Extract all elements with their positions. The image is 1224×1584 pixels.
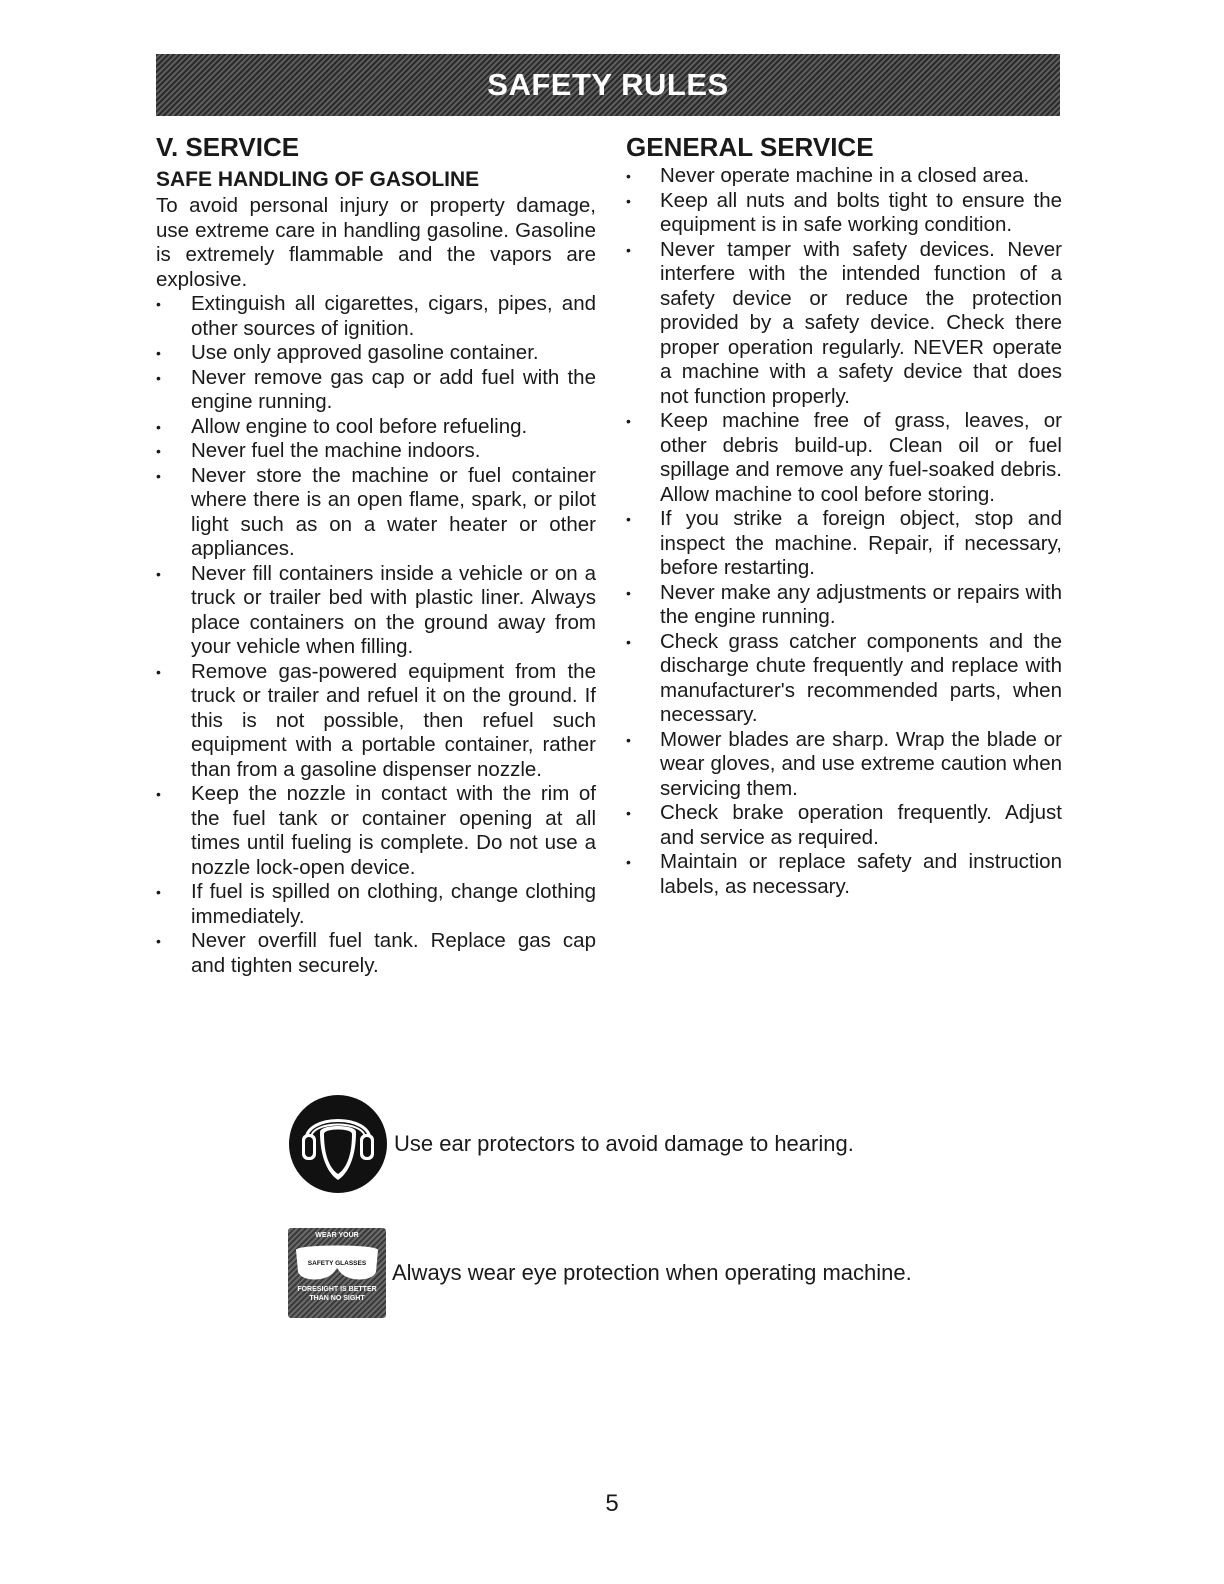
page-number: 5: [605, 1490, 619, 1517]
list-item: • Mower blades are sharp. Wrap the blade or wear gloves, and use extreme caution when servicing them.: [626, 728, 1062, 802]
gasoline-rules-list: [156, 292, 596, 978]
list-item: • Allow engine to cool before refueling.: [156, 415, 596, 440]
list-item: • Keep all nuts and bolts tight to ensure the equipment is in safe working condition.: [626, 189, 1062, 238]
ear-protector-icon: [288, 1094, 388, 1194]
section-heading: GENERAL SERVICE: [626, 132, 874, 162]
ear-notice-text: Use ear protectors to avoid damage to hearing.: [394, 1131, 854, 1156]
safety-glasses-icon: [288, 1228, 386, 1318]
general-service-column: [626, 130, 1062, 899]
list-item: • Never make any adjustments or repairs with the engine running.: [626, 581, 1062, 630]
badge-bottom-text-2: THAN NO SIGHT: [309, 1295, 365, 1302]
eye-notice-text: Always wear eye protection when operating machine.: [392, 1260, 912, 1285]
list-item: • Never fill containers inside a vehicle or on a truck or trailer bed with plastic liner. Always place containers on the ground away from your vehicle when filling.: [156, 562, 596, 660]
list-item: • Maintain or replace safety and instruction labels, as necessary.: [626, 850, 1062, 899]
list-item: • Never remove gas cap or add fuel with the engine running.: [156, 366, 596, 415]
eye-protection-notice: [288, 1228, 912, 1318]
general-service-list: [626, 164, 1062, 899]
list-item: • Extinguish all cigarettes, cigars, pipes, and other sources of ignition.: [156, 292, 596, 341]
list-item: • Use only approved gasoline container.: [156, 341, 596, 366]
list-item: • Remove gas-powered equipment from the truck or trailer and refuel it on the ground. If this is not possible, then refuel such equipment with a portable container, rather than from a gasoline dispenser nozzle.: [156, 660, 596, 783]
list-item: • If you strike a foreign object, stop and inspect the machine. Repair, if necessary, before restarting.: [626, 507, 1062, 581]
list-item: • If fuel is spilled on clothing, change clothing immediately.: [156, 880, 596, 929]
title-banner: [156, 54, 1060, 116]
list-item: • Never operate machine in a closed area.: [626, 164, 1062, 189]
badge-top-text: WEAR YOUR: [315, 1232, 359, 1239]
ear-protection-notice: [288, 1094, 854, 1194]
list-item: • Keep the nozzle in contact with the rim of the fuel tank or container opening at all times until fueling is complete. Do not use a nozzle lock-open device.: [156, 782, 596, 880]
list-item: • Never fuel the machine indoors.: [156, 439, 596, 464]
intro-paragraph: To avoid personal injury or property damage, use extreme care in handling gasoline. Gasoline is extremely flammable and the vapors are explosive.: [156, 194, 596, 291]
list-item: • Never overfill fuel tank. Replace gas cap and tighten securely.: [156, 929, 596, 978]
list-item: • Never store the machine or fuel container where there is an open flame, spark, or pilot light such as on a water heater or other appliances.: [156, 464, 596, 562]
subsection-heading: SAFE HANDLING OF GASOLINE: [156, 168, 480, 191]
list-item: • Never tamper with safety devices. Never interfere with the intended function of a safety device or reduce the protection provided by a safety device. Check there proper operation regularly. NEVER operate a machine with a safety device that does not function properly.: [626, 238, 1062, 410]
section-heading: V. SERVICE: [156, 132, 300, 162]
banner-title: SAFETY RULES: [487, 67, 729, 102]
badge-mid-text: SAFETY GLASSES: [307, 1260, 367, 1267]
list-item: • Check grass catcher components and the discharge chute frequently and replace with manufacturer's recommended parts, when necessary.: [626, 630, 1062, 728]
badge-bottom-text-1: FORESIGHT IS BETTER: [297, 1286, 377, 1293]
service-column: [156, 130, 596, 978]
list-item: • Check brake operation frequently. Adjust and service as required.: [626, 801, 1062, 850]
list-item: • Keep machine free of grass, leaves, or other debris build-up. Clean oil or fuel spillage and remove any fuel-soaked debris. Allow machine to cool before storing.: [626, 409, 1062, 507]
